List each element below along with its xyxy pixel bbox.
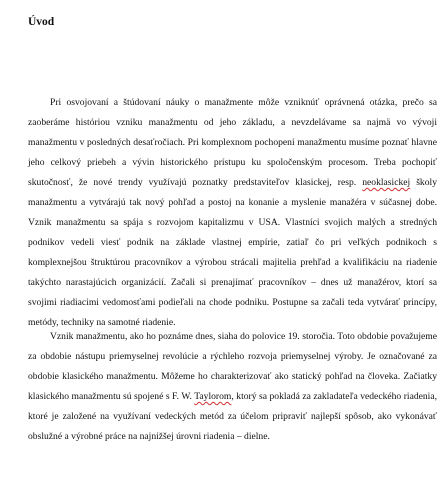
misspelled-word: neoklasickej xyxy=(362,177,411,188)
misspelled-word: Taylorom xyxy=(194,391,232,402)
paragraph-text: školy manažmentu a vytvárajú tak nový pohľad a postoj na konanie a myslenie manažéra v súčasnej dobe. Vznik manažmentu sa spája s rozvojom kapitalizmu v USA. Vlastníci svojich malých a stredných podnikov vedeli viesť podnik na základe vlastnej empírie, zatiaľ čo pri veľkých podnikoch s komplexnejšou štruktúrou pracovníkov a výrobou strácali majitelia prehľad a kvalifikáciu na riadenie takýchto narastajúcich organizácií. Začali si prenajímať pracovníkov – dnes už manažérov, ktorí sa svojimi riadiacimi vedomosťami podieľali na chode podniku. Postupne sa začali teda vytvárať princípy, metódy, techniky na samotné riadenie. xyxy=(28,177,437,328)
paragraph-text: , ktorý sa pokladá za zakladateľa vedeckého riadenia, ktoré je založené na využívaní vedeckých metód za účelom pripraviť najlepší spôsob, ako vykonávať obslužné a výrobné práce na najnižšej úrovni riadenia – dielne. xyxy=(28,391,438,442)
paragraph-text: Vznik manažmentu, ako ho poznáme dnes, siaha do polovice 19. storočia. Toto obdobie považujeme za obdobie nástupu priemyselnej revolúcie a rýchleho rozvoja priemyselnej výroby. Je označované za obdobie klasického manažmentu. Môžeme ho charakterizovať ako statický pohľad na človeka. Začiatky klasického manažmentu sú spojené s F. W. xyxy=(28,331,437,402)
document-heading: Úvod xyxy=(28,16,55,28)
paragraph-intro xyxy=(28,93,437,333)
paragraph-history xyxy=(28,327,437,447)
paragraph-text: Pri osvojovaní a štúdovaní náuky o manažmente môže vzniknúť oprávnená otázka, prečo sa zaoberáme históriou vzniku manažmentu od jeho základu, a nevzdelávame sa najmä vo vývoji manažmentu v posledných desaťročiach. Pri komplexnom pochopení manažmentu musíme poznať hlavne jeho celkový priebeh a vývin historického prístupu ku spoločenským procesom. Treba pochopiť skutočnosť, že nové trendy využívajú poznatky predstaviteľov klasickej, resp. xyxy=(28,97,437,188)
